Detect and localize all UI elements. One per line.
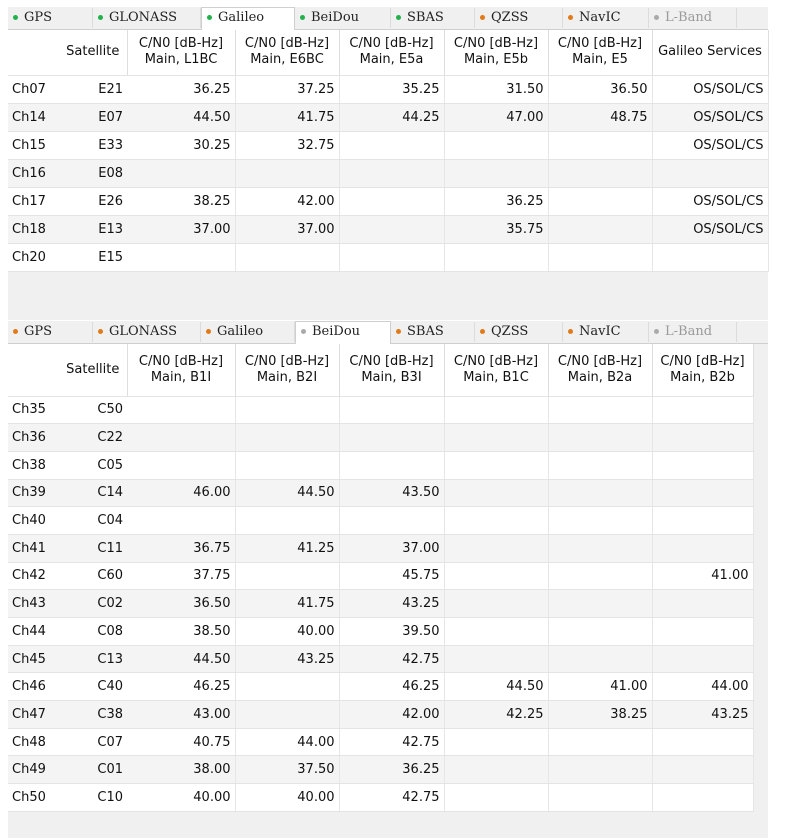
status-dot-icon — [13, 15, 18, 20]
cn0-cell — [444, 645, 548, 673]
cn0-cell: 47.00 — [444, 103, 548, 131]
channel-cell: Ch48 — [8, 728, 59, 756]
column-header-text: Main, B3I — [361, 369, 422, 385]
services-cell: OS/SOL/CS — [652, 131, 768, 159]
cn0-cell: 44.25 — [339, 103, 444, 131]
cn0-cell: 36.50 — [548, 75, 652, 103]
cn0-cell: 37.75 — [127, 562, 235, 590]
channel-cell: Ch17 — [8, 187, 59, 215]
column-header-text: C/N0 [dB-Hz] — [244, 353, 330, 369]
tab-gps[interactable] — [8, 322, 93, 342]
channel-cell: Ch35 — [8, 396, 59, 424]
cn0-cell — [652, 784, 753, 812]
table-row[interactable] — [8, 673, 753, 701]
cn0-cell — [548, 562, 652, 590]
channel-cell: Ch20 — [8, 243, 59, 271]
channel-cell: Ch45 — [8, 645, 59, 673]
cn0-cell — [339, 451, 444, 479]
cn0-cell: 37.50 — [235, 756, 339, 784]
header-row — [8, 30, 768, 75]
column-header-text: C/N0 [dB-Hz] — [349, 36, 434, 52]
cn0-cell: 41.00 — [652, 562, 753, 590]
column-header-cn0-2[interactable] — [235, 344, 339, 396]
cn0-cell — [548, 451, 652, 479]
constellation-tab-bar — [8, 321, 768, 344]
tab-label: NavIC — [579, 10, 621, 25]
cn0-cell: 36.75 — [127, 534, 235, 562]
status-dot-icon — [654, 329, 659, 334]
cn0-cell — [235, 159, 339, 187]
cn0-cell: 41.25 — [235, 534, 339, 562]
cn0-cell — [652, 451, 753, 479]
satellite-cell: E33 — [59, 131, 127, 159]
cn0-cell: 44.50 — [444, 673, 548, 701]
cn0-cell: 36.25 — [444, 187, 548, 215]
satellite-cell: C38 — [59, 701, 127, 729]
cn0-cell — [548, 784, 652, 812]
cn0-cell — [235, 562, 339, 590]
cn0-cell — [444, 590, 548, 618]
tab-navic[interactable] — [563, 322, 649, 342]
channel-cell: Ch41 — [8, 534, 59, 562]
channel-cell: Ch39 — [8, 479, 59, 507]
cn0-cell: 36.25 — [127, 75, 235, 103]
table-row[interactable] — [8, 131, 768, 159]
cn0-cell: 42.00 — [235, 187, 339, 215]
column-header-satellite[interactable] — [59, 344, 127, 396]
column-header-text: Main, L1BC — [144, 52, 218, 68]
cn0-cell — [444, 534, 548, 562]
satellite-cell: E07 — [59, 103, 127, 131]
cn0-cell: 31.50 — [444, 75, 548, 103]
cn0-cell — [652, 507, 753, 535]
cn0-cell — [127, 159, 235, 187]
table-row[interactable] — [8, 590, 753, 618]
column-header-text: Main, B1C — [463, 369, 529, 385]
cn0-cell: 35.75 — [444, 215, 548, 243]
cn0-cell — [339, 243, 444, 271]
cn0-cell — [444, 784, 548, 812]
status-dot-icon — [301, 329, 306, 334]
cn0-cell: 42.75 — [339, 728, 444, 756]
table-row[interactable] — [8, 451, 753, 479]
channel-cell: Ch07 — [8, 75, 59, 103]
cn0-cell — [339, 396, 444, 424]
satellite-cell: C07 — [59, 728, 127, 756]
cn0-cell — [127, 396, 235, 424]
column-header-text: Main, B2a — [567, 369, 633, 385]
satellite-cell: C60 — [59, 562, 127, 590]
cn0-cell — [548, 507, 652, 535]
status-dot-icon — [206, 329, 211, 334]
cn0-cell — [548, 215, 652, 243]
table-row[interactable] — [8, 479, 753, 507]
cn0-cell — [548, 645, 652, 673]
tab-l-band — [649, 8, 737, 28]
cn0-cell — [548, 131, 652, 159]
tab-glonass[interactable] — [93, 8, 201, 28]
galileo-signal-panel — [8, 7, 768, 320]
cn0-cell — [235, 424, 339, 452]
cn0-cell — [235, 701, 339, 729]
column-header-text: Galileo Services — [658, 44, 762, 60]
cn0-cell: 40.00 — [235, 784, 339, 812]
column-header-col-8[interactable] — [652, 344, 753, 396]
table-row[interactable] — [8, 75, 768, 103]
column-header-cn0-5[interactable] — [548, 30, 652, 75]
cn0-cell — [652, 756, 753, 784]
column-header-text: Main, E6BC — [250, 52, 324, 68]
satellite-cell: C40 — [59, 673, 127, 701]
cn0-cell — [652, 590, 753, 618]
column-header-text: Main, B2b — [670, 369, 735, 385]
cn0-cell: 46.00 — [127, 479, 235, 507]
tab-gps[interactable] — [8, 8, 93, 28]
cn0-cell — [652, 645, 753, 673]
column-header-text: C/N0 [dB-Hz] — [453, 353, 539, 369]
cn0-cell: 44.00 — [235, 728, 339, 756]
channel-cell: Ch47 — [8, 701, 59, 729]
galileo-cn0-table — [8, 30, 769, 272]
cn0-cell: 36.25 — [339, 756, 444, 784]
tab-l-band — [649, 322, 737, 342]
satellite-cell: C01 — [59, 756, 127, 784]
tab-label: SBAS — [407, 324, 444, 339]
table-row[interactable] — [8, 187, 768, 215]
cn0-cell: 41.00 — [548, 673, 652, 701]
status-dot-icon — [396, 329, 401, 334]
status-dot-icon — [207, 15, 212, 20]
satellite-cell: E21 — [59, 75, 127, 103]
cn0-cell — [339, 159, 444, 187]
cn0-cell — [548, 243, 652, 271]
cn0-cell: 38.25 — [548, 701, 652, 729]
satellite-cell: C08 — [59, 618, 127, 646]
tab-label: QZSS — [491, 10, 529, 25]
column-header-text: C/N0 [dB-Hz] — [138, 353, 224, 369]
cn0-cell: 43.00 — [127, 701, 235, 729]
satellite-cell: E26 — [59, 187, 127, 215]
tab-label: SBAS — [407, 10, 444, 25]
cn0-cell: 37.25 — [235, 75, 339, 103]
satellite-cell: E13 — [59, 215, 127, 243]
column-header-text: Satellite — [66, 361, 120, 377]
column-header-cn0-4[interactable] — [444, 30, 548, 75]
status-dot-icon — [654, 15, 659, 20]
column-header-channel[interactable] — [8, 344, 59, 396]
status-dot-icon — [98, 329, 103, 334]
cn0-cell — [339, 131, 444, 159]
cn0-cell — [339, 215, 444, 243]
channel-cell: Ch44 — [8, 618, 59, 646]
table-row[interactable] — [8, 701, 753, 729]
table-row[interactable] — [8, 645, 753, 673]
table-row[interactable] — [8, 618, 753, 646]
channel-cell: Ch50 — [8, 784, 59, 812]
tab-label: GLONASS — [109, 324, 178, 339]
column-header-text: Main, B1I — [150, 369, 212, 385]
cn0-cell — [548, 756, 652, 784]
channel-cell: Ch46 — [8, 673, 59, 701]
column-header-channel[interactable] — [8, 30, 59, 75]
cn0-cell: 42.75 — [339, 784, 444, 812]
table-row[interactable] — [8, 103, 768, 131]
services-cell — [652, 243, 768, 271]
table-row[interactable] — [8, 159, 768, 187]
cn0-cell — [652, 396, 753, 424]
satellite-cell: C13 — [59, 645, 127, 673]
cn0-cell — [548, 534, 652, 562]
cn0-cell: 44.50 — [127, 103, 235, 131]
tab-label: Galileo — [218, 10, 265, 25]
tab-label: QZSS — [491, 324, 529, 339]
cn0-cell — [127, 424, 235, 452]
header-row — [8, 344, 753, 396]
channel-cell: Ch18 — [8, 215, 59, 243]
column-header-text: C/N0 [dB-Hz] — [557, 36, 643, 52]
cn0-cell — [444, 159, 548, 187]
cn0-cell: 44.50 — [127, 645, 235, 673]
channel-cell: Ch36 — [8, 424, 59, 452]
cn0-cell: 39.50 — [339, 618, 444, 646]
cn0-cell: 37.00 — [235, 215, 339, 243]
cn0-cell — [339, 187, 444, 215]
column-header-cn0-5[interactable] — [548, 344, 652, 396]
status-dot-icon — [480, 329, 485, 334]
cn0-cell — [444, 618, 548, 646]
table-row[interactable] — [8, 215, 768, 243]
cn0-cell — [548, 424, 652, 452]
table-row[interactable] — [8, 728, 753, 756]
tab-navic[interactable] — [563, 8, 649, 28]
table-row[interactable] — [8, 424, 753, 452]
services-cell — [652, 159, 768, 187]
table-row[interactable] — [8, 534, 753, 562]
constellation-tab-bar — [8, 7, 768, 30]
column-header-text: C/N0 [dB-Hz] — [349, 353, 434, 369]
status-dot-icon — [568, 15, 573, 20]
cn0-cell: 45.75 — [339, 562, 444, 590]
cn0-cell: 44.50 — [235, 479, 339, 507]
status-dot-icon — [98, 15, 103, 20]
column-header-text: Main, E5 — [572, 52, 628, 68]
column-header-cn0-2[interactable] — [235, 30, 339, 75]
table-row[interactable] — [8, 507, 753, 535]
cn0-cell: 48.75 — [548, 103, 652, 131]
cn0-cell: 40.00 — [235, 618, 339, 646]
cn0-cell — [548, 590, 652, 618]
column-header-satellite[interactable] — [59, 30, 127, 75]
tab-galileo[interactable] — [201, 7, 295, 30]
cn0-cell — [235, 396, 339, 424]
services-cell: OS/SOL/CS — [652, 103, 768, 131]
tab-sbas[interactable] — [391, 8, 475, 28]
channel-cell: Ch16 — [8, 159, 59, 187]
satellite-cell: C05 — [59, 451, 127, 479]
tab-beidou[interactable] — [295, 8, 391, 28]
column-header-text: C/N0 [dB-Hz] — [660, 353, 745, 369]
cn0-cell — [444, 131, 548, 159]
services-cell: OS/SOL/CS — [652, 215, 768, 243]
cn0-cell — [235, 243, 339, 271]
cn0-cell — [652, 534, 753, 562]
channel-cell: Ch40 — [8, 507, 59, 535]
cn0-cell — [127, 243, 235, 271]
column-header-text: C/N0 [dB-Hz] — [138, 36, 224, 52]
cn0-cell — [235, 451, 339, 479]
cn0-cell: 41.75 — [235, 103, 339, 131]
cn0-cell — [235, 673, 339, 701]
cn0-cell: 41.75 — [235, 590, 339, 618]
cn0-cell — [444, 728, 548, 756]
services-cell: OS/SOL/CS — [652, 75, 768, 103]
status-dot-icon — [300, 15, 305, 20]
cn0-cell: 43.25 — [235, 645, 339, 673]
table-row[interactable] — [8, 784, 753, 812]
column-header-cn0-4[interactable] — [444, 344, 548, 396]
cn0-cell: 32.75 — [235, 131, 339, 159]
cn0-cell — [652, 479, 753, 507]
tab-label: GPS — [24, 324, 53, 339]
cn0-cell — [444, 451, 548, 479]
cn0-cell: 44.00 — [652, 673, 753, 701]
satellite-cell: E08 — [59, 159, 127, 187]
cn0-cell — [444, 243, 548, 271]
cn0-cell — [548, 618, 652, 646]
column-header-cn0-3[interactable] — [339, 344, 444, 396]
channel-cell: Ch15 — [8, 131, 59, 159]
channel-cell: Ch49 — [8, 756, 59, 784]
column-header-cn0-1[interactable] — [127, 30, 235, 75]
cn0-cell — [548, 728, 652, 756]
tab-galileo[interactable] — [201, 322, 295, 342]
satellite-cell: C10 — [59, 784, 127, 812]
channel-cell: Ch38 — [8, 451, 59, 479]
tab-label: L-Band — [665, 10, 713, 25]
cn0-cell — [339, 424, 444, 452]
cn0-cell — [444, 396, 548, 424]
tab-label: BeiDou — [311, 10, 360, 25]
table-row[interactable] — [8, 396, 753, 424]
cn0-cell: 37.00 — [339, 534, 444, 562]
satellite-cell: C04 — [59, 507, 127, 535]
column-header-text: Main, B2I — [256, 369, 318, 385]
satellite-cell: C02 — [59, 590, 127, 618]
table-row[interactable] — [8, 756, 753, 784]
cn0-cell: 46.25 — [339, 673, 444, 701]
cn0-cell — [548, 159, 652, 187]
cn0-cell: 38.25 — [127, 187, 235, 215]
table-row[interactable] — [8, 562, 753, 590]
cn0-cell: 43.25 — [652, 701, 753, 729]
satellite-cell: C22 — [59, 424, 127, 452]
column-header-text: C/N0 [dB-Hz] — [557, 353, 643, 369]
cn0-cell: 30.25 — [127, 131, 235, 159]
tab-label: Galileo — [217, 324, 264, 339]
cn0-cell — [652, 424, 753, 452]
cn0-cell — [444, 756, 548, 784]
channel-cell: Ch42 — [8, 562, 59, 590]
tab-label: GPS — [24, 10, 53, 25]
tab-sbas[interactable] — [391, 322, 475, 342]
cn0-cell: 43.50 — [339, 479, 444, 507]
column-header-cn0-3[interactable] — [339, 30, 444, 75]
channel-cell: Ch43 — [8, 590, 59, 618]
cn0-cell — [548, 187, 652, 215]
status-dot-icon — [568, 329, 573, 334]
satellite-cell: C50 — [59, 396, 127, 424]
tab-beidou[interactable] — [295, 321, 391, 344]
column-header-text: C/N0 [dB-Hz] — [453, 36, 539, 52]
channel-cell: Ch14 — [8, 103, 59, 131]
status-dot-icon — [13, 329, 18, 334]
satellite-cell: E15 — [59, 243, 127, 271]
cn0-cell — [127, 451, 235, 479]
cn0-cell: 46.25 — [127, 673, 235, 701]
tab-label: L-Band — [665, 324, 713, 339]
cn0-cell — [235, 507, 339, 535]
cn0-cell — [444, 424, 548, 452]
satellite-cell: C11 — [59, 534, 127, 562]
column-header-text: C/N0 [dB-Hz] — [244, 36, 330, 52]
status-dot-icon — [480, 15, 485, 20]
cn0-cell: 42.75 — [339, 645, 444, 673]
cn0-cell — [444, 479, 548, 507]
beidou-signal-panel — [8, 321, 768, 838]
cn0-cell: 37.00 — [127, 215, 235, 243]
column-header-text: Satellite — [66, 44, 120, 60]
column-header-cn0-1[interactable] — [127, 344, 235, 396]
services-cell: OS/SOL/CS — [652, 187, 768, 215]
cn0-cell — [127, 507, 235, 535]
column-header-text: Main, E5b — [463, 52, 529, 68]
cn0-cell — [339, 507, 444, 535]
table-row[interactable] — [8, 243, 768, 271]
tab-label: NavIC — [579, 324, 621, 339]
cn0-cell — [444, 507, 548, 535]
cn0-cell — [548, 396, 652, 424]
cn0-cell: 36.50 — [127, 590, 235, 618]
cn0-cell — [548, 479, 652, 507]
beidou-cn0-table — [8, 344, 754, 812]
cn0-cell: 40.00 — [127, 784, 235, 812]
cn0-cell — [652, 618, 753, 646]
column-header-col-8[interactable] — [652, 30, 768, 75]
tab-label: GLONASS — [109, 10, 178, 25]
cn0-cell: 38.50 — [127, 618, 235, 646]
column-header-text: Main, E5a — [359, 52, 424, 68]
cn0-cell — [652, 728, 753, 756]
cn0-cell: 38.00 — [127, 756, 235, 784]
cn0-cell: 43.25 — [339, 590, 444, 618]
tab-qzss[interactable] — [475, 8, 563, 28]
satellite-cell: C14 — [59, 479, 127, 507]
cn0-cell — [444, 562, 548, 590]
tab-glonass[interactable] — [93, 322, 201, 342]
tab-label: BeiDou — [312, 324, 361, 339]
cn0-cell: 40.75 — [127, 728, 235, 756]
cn0-cell: 42.00 — [339, 701, 444, 729]
status-dot-icon — [396, 15, 401, 20]
cn0-cell: 35.25 — [339, 75, 444, 103]
cn0-cell: 42.25 — [444, 701, 548, 729]
tab-qzss[interactable] — [475, 322, 563, 342]
